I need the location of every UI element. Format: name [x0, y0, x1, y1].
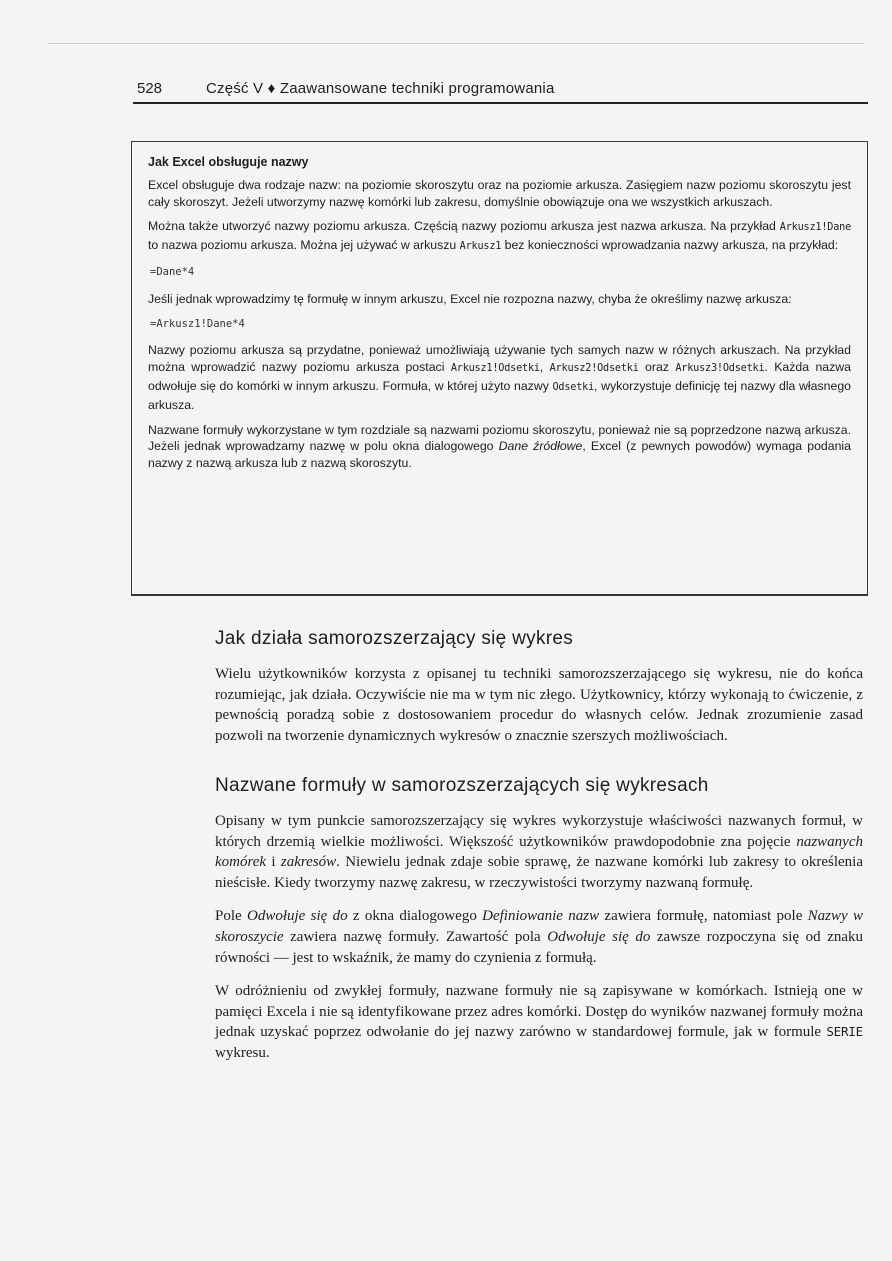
sidebar-paragraph-4 [148, 342, 851, 413]
text-run: Opisany w tym punkcie samorozszerzający się wykres wykorzystuje właściwości nazwanych formuł, w których drzemią wielkie możliwości. Większość użytkowników prawdopodobnie zna pojęcie [215, 813, 863, 850]
text-run: oraz [638, 360, 676, 375]
inline-code: SERIE [826, 1024, 863, 1040]
text-run: Można także utworzyć nazwy poziomu arkusza. Częścią nazwy poziomu arkusza jest nazwa arkusza. Na przykład [148, 219, 780, 234]
text-run: i [266, 854, 281, 871]
body-paragraph [215, 906, 863, 968]
sidebar-paragraph-5 [148, 422, 851, 472]
sidebar-paragraph-2 [148, 218, 851, 256]
inline-code: Odsetki [552, 381, 595, 393]
section-named-formulas [215, 775, 863, 1077]
running-header [133, 74, 868, 104]
text-run: bez konieczności wprowadzania nazwy arkusza, na przykład: [501, 238, 839, 253]
top-edge-rule [48, 43, 864, 44]
sidebar-paragraph-3: Jeśli jednak wprowadzimy tę formułę w innym arkuszu, Excel nie rozpozna nazwy, chyba że określimy nazwę arkusza: [148, 291, 792, 306]
sidebar-box [131, 141, 868, 596]
running-title: Część V ♦ Zaawansowane techniki programowania [206, 80, 555, 97]
text-run: zawiera nazwę formuły. Zawartość pola [283, 928, 548, 945]
emphasis: zakresów [280, 854, 337, 871]
emphasis: Odwołuje się do [547, 928, 651, 945]
inline-code: Arkusz1 [459, 241, 502, 253]
inline-code: Arkusz1!Odsetki [450, 363, 540, 375]
section-heading: Nazwane formuły w samorozszerzających się wykresach [215, 775, 709, 796]
emphasis: nazwanych komórek [215, 833, 863, 871]
emphasis: Dane źródłowe [498, 439, 583, 454]
text-run: z okna dialogowego [347, 908, 483, 925]
body-paragraph [215, 811, 863, 893]
text-run: to nazwa poziomu arkusza. Można jej używać w arkuszu [148, 238, 460, 253]
text-run: , wykorzystuje definicję tej nazwy dla własnego arkusza. [148, 378, 851, 412]
text-run: , Excel (z pewnych powodów) wymaga podania nazwy z nazwą arkusza lub z nazwą skoroszytu. [148, 439, 851, 471]
inline-code: Arkusz3!Odsetki [675, 363, 765, 375]
text-run: W odróżnieniu od zwykłej formuły, nazwane formuły nie są zapisywane w komórkach. Istnieją one w pamięci Excela i nie są identyfikowane przez adres komórki. Dostęp do wyników nazwanej formuły można jednak uzyskać poprzez odwołanie do jej nazwy zarówno w standardowej formule, jak w formule [215, 983, 863, 1041]
text-run: Pole [215, 908, 247, 925]
section-how-chart-works [215, 628, 863, 759]
text-run: . Każda nazwa odwołuje się do komórki w innym arkuszu. Formuła, w której użyto nazwy [148, 360, 851, 393]
text-run: zawiera formułę, natomiast pole [599, 908, 808, 925]
inline-code: Arkusz1!Dane [779, 222, 851, 234]
emphasis: Odwołuje się do [246, 908, 348, 925]
emphasis: Nazwy w skoroszycie [215, 908, 863, 945]
formula-example-1: =Dane*4 [150, 265, 195, 278]
text-run: Nazwy poziomu arkusza są przydatne, ponieważ umożliwiają używanie tych samych nazw w różnych arkuszach. Na przykład można wprowadzić nazwy poziomu arkusza postaci [148, 343, 851, 375]
emphasis: Definiowanie nazw [482, 908, 600, 925]
body-paragraph [215, 981, 863, 1063]
text-run: . Niewielu jednak zdaje sobie sprawę, że nazwane komórki lub zakresy to określenia nieścisłe. Kiedy tworzymy nazwę zakresu, w rzeczywistości tworzymy nazwaną formułę. [215, 854, 864, 891]
sidebar-paragraph-1: Excel obsługuje dwa rodzaje nazw: na poziomie skoroszytu oraz na poziomie arkusza. Zasięgiem nazw poziomu skoroszytu jest cały skoroszyt. Jeżeli utworzymy nazwę komórki lub zakresu, domyślnie obowiązuje ona we wszystkich arkuszach. [148, 177, 851, 209]
text-run: Nazwane formuły wykorzystane w tym rozdziale są nazwami poziomu skoroszytu, ponieważ nie są poprzedzone nazwą arkusza. Jeżeli jednak wprowadzamy nazwę w polu okna dialogowego [148, 422, 851, 454]
inline-code: Arkusz2!Odsetki [549, 363, 639, 375]
body-paragraph: Wielu użytkowników korzysta z opisanej tu techniki samorozszerzającego się wykresu, nie do końca rozumiejąc, jak działa. Oczywiście nie ma w tym nic złego. Użytkownicy, którzy wykonają to ćwiczenie, z pewnością poradzą sobie z dostosowaniem procedur do własnych celów. Jednak zrozumienie zasad pozwoli na tworzenie dynamicznych wykresów o znacznie szerszych możliwościach. [215, 666, 863, 744]
section-heading: Jak działa samorozszerzający się wykres [215, 628, 574, 649]
page-number: 528 [137, 80, 163, 97]
text-run: zawsze rozpoczyna się od znaku równości — jest to wskaźnik, że mamy do czynienia z formułą. [215, 928, 864, 966]
formula-example-2: =Arkusz1!Dane*4 [150, 317, 245, 330]
text-run: wykresu. [215, 1044, 270, 1061]
sidebar-title: Jak Excel obsługuje nazwy [148, 155, 309, 169]
text-run: , [539, 360, 550, 375]
